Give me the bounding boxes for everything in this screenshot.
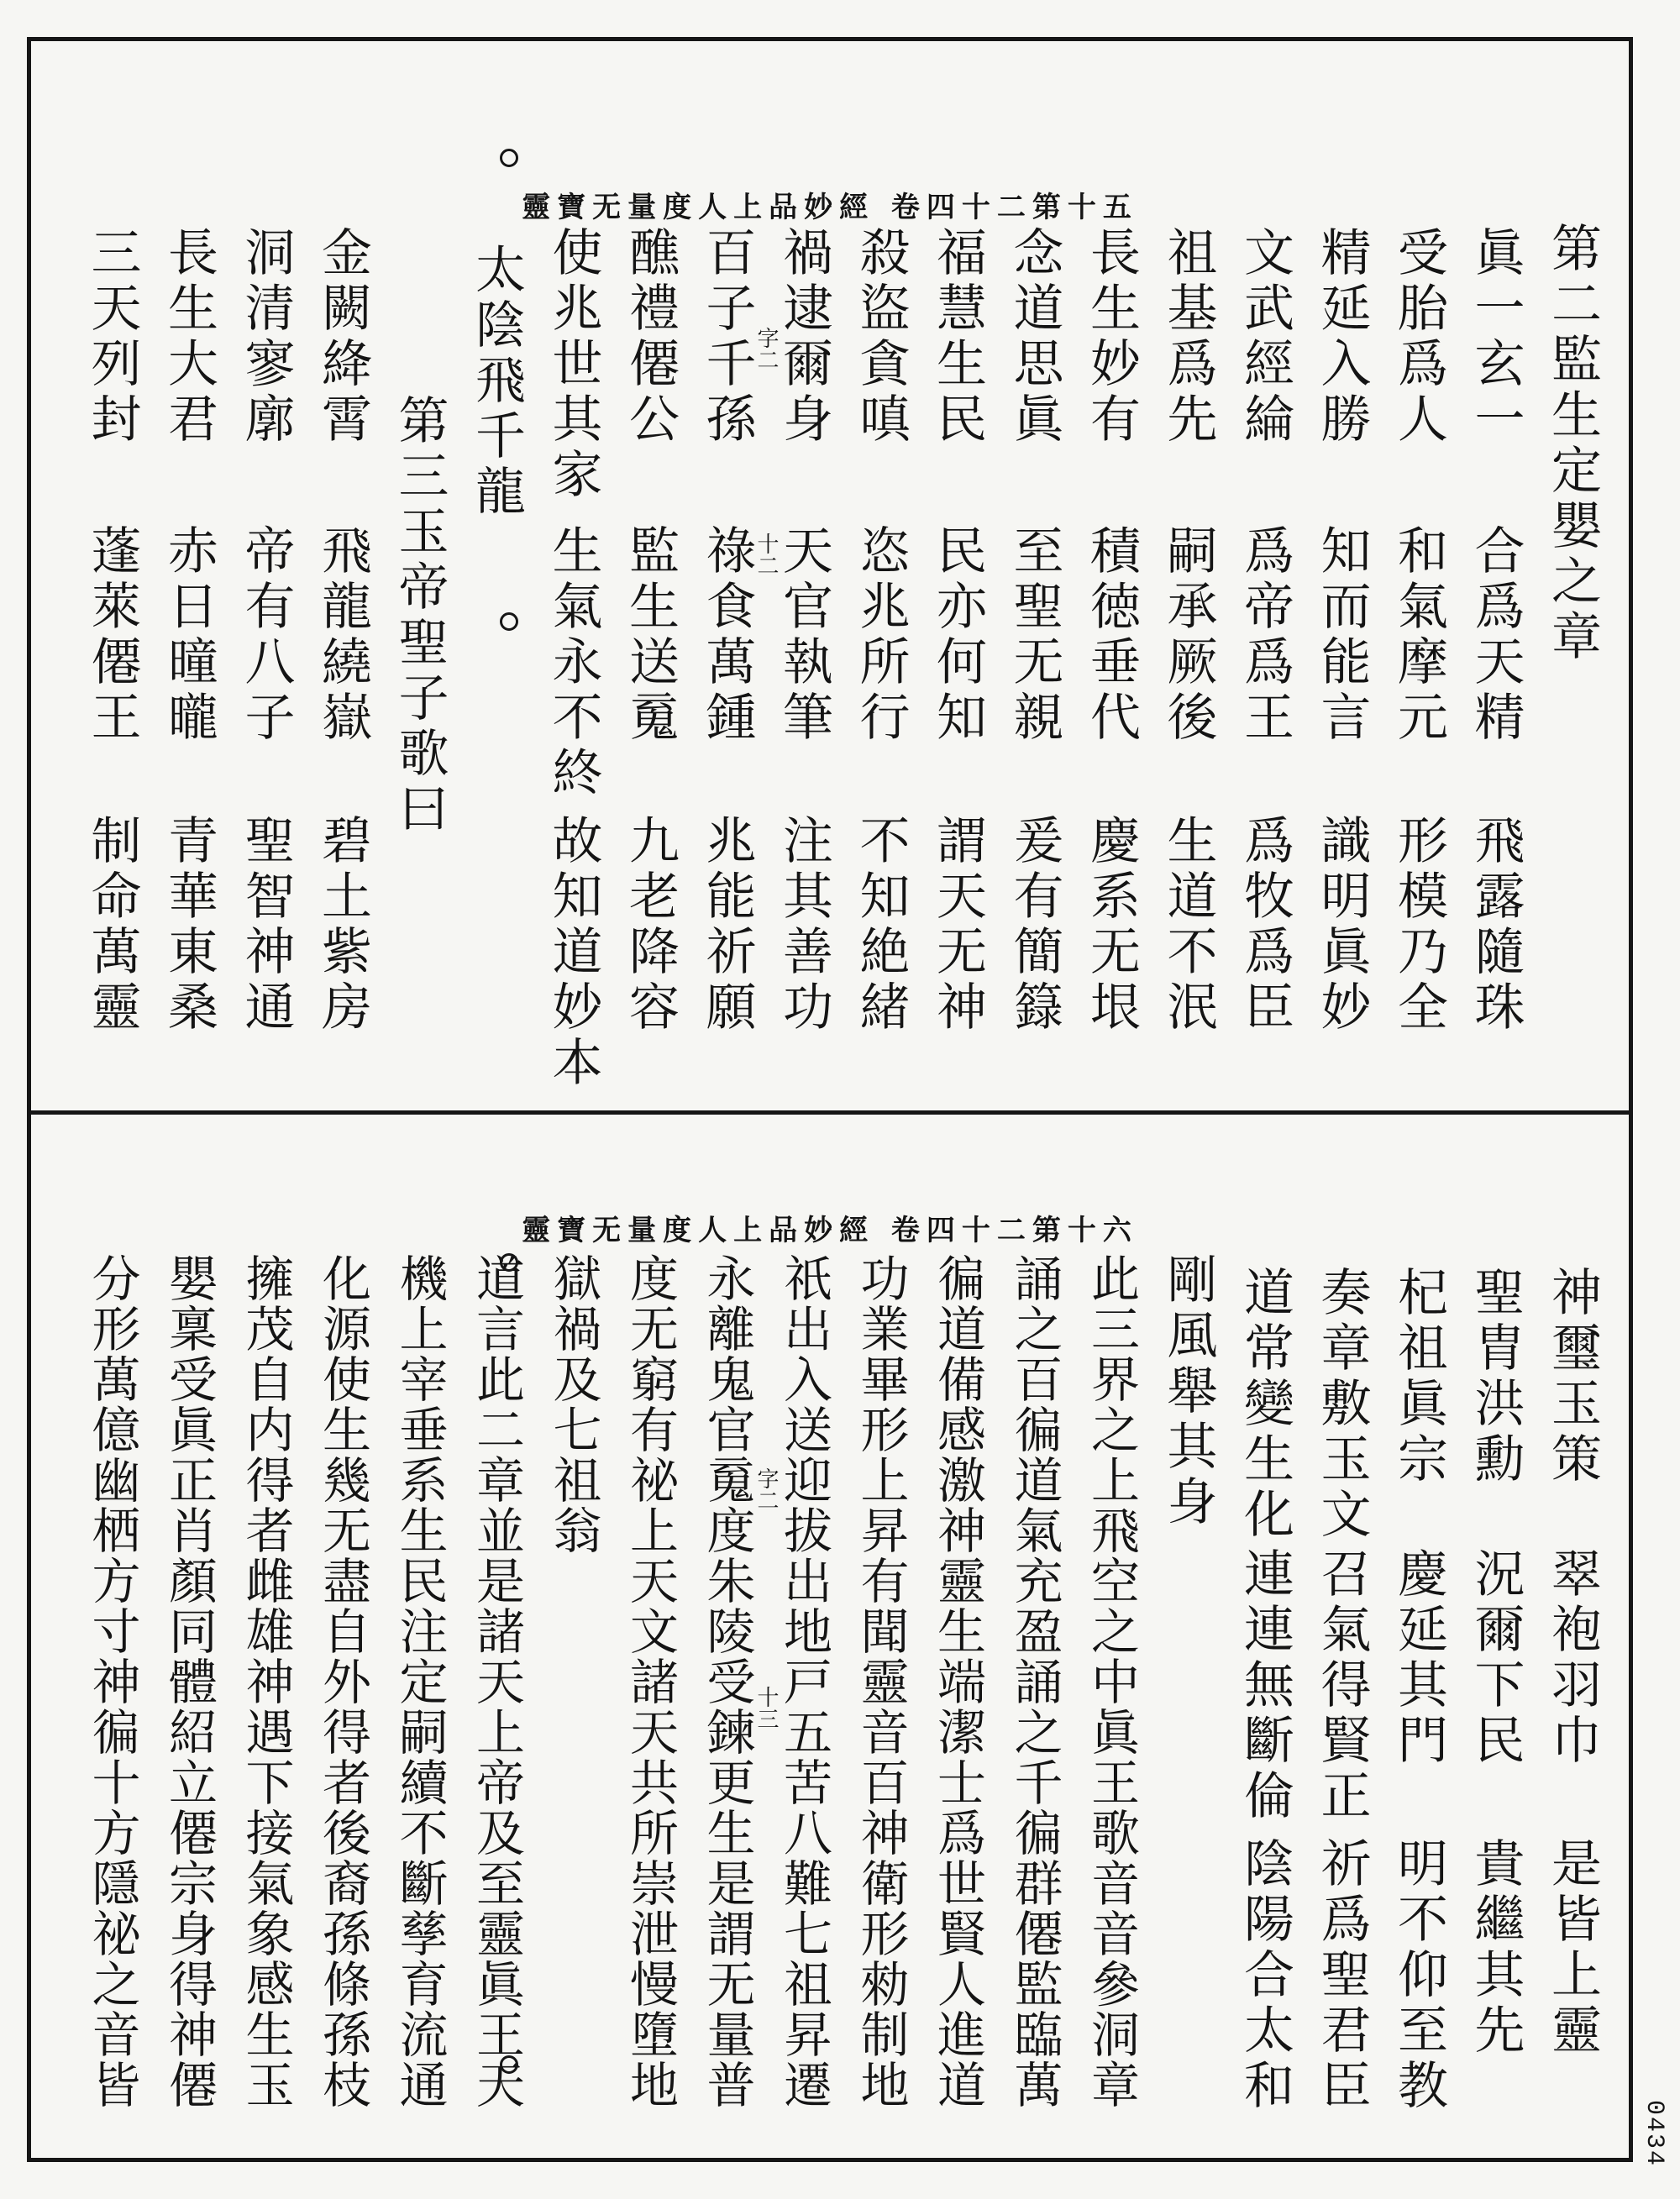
text-segment: 殺盜貪嗔 <box>851 226 911 448</box>
page-number: 0434 <box>1640 2099 1668 2167</box>
text-segment: 召氣得賢正 <box>1312 1547 1372 1824</box>
text-segment: 長生妙有 <box>1082 226 1141 448</box>
text-segment: 赤日曈曨 <box>160 524 218 746</box>
text-segment: 合爲天精 <box>1466 524 1525 746</box>
circle-mark <box>500 2055 518 2074</box>
text-segment: 碧土紫房 <box>313 814 372 1036</box>
text-segment: 聖智神通 <box>236 814 296 1036</box>
text-segment: 神璽玉策 <box>1543 1266 1602 1488</box>
text-segment: 帝有八子 <box>236 524 296 746</box>
text-segment: 民亦何知 <box>928 524 987 746</box>
text-segment: 剛風舉其身 <box>1158 1253 1218 1530</box>
text-segment: 爲帝爲王 <box>1236 524 1294 746</box>
text-segment: 注其善功 <box>774 814 833 1036</box>
text-segment: 是皆上靈 <box>1543 1837 1602 2059</box>
text-segment: 九老降容 <box>621 814 680 1036</box>
text-segment: 聖胄洪勳 <box>1466 1266 1525 1488</box>
text-segment: 祈爲聖君臣 <box>1312 1837 1372 2114</box>
text-segment: 第二監生定嬰之章 <box>1543 222 1602 665</box>
circle-mark <box>500 149 518 167</box>
running-head-top: 靈寶无量度人上品妙經 卷四十二第十五 <box>522 191 1138 224</box>
text-segment: 識明眞妙 <box>1312 814 1372 1036</box>
text-segment: 明不仰至教 <box>1389 1837 1448 2114</box>
text-columns-bottom <box>31 1115 1629 2158</box>
text-segment: 禍逮爾身 <box>774 226 833 448</box>
text-segment: 杞祖眞宗 <box>1389 1266 1448 1488</box>
text-segment: 受胎爲人 <box>1389 226 1448 448</box>
text-segment: 誦之百徧道氣充盈誦之千徧群僊監臨萬 <box>1005 1253 1063 2110</box>
text-segment: 和氣摩元 <box>1389 524 1448 746</box>
text-segment: 恣兆所行 <box>851 524 911 746</box>
text-segment: 形模乃全 <box>1389 814 1448 1036</box>
text-segment: 奏章敷玉文 <box>1312 1266 1372 1543</box>
text-segment: 此三界之上飛空之中眞王歌音音參洞章 <box>1083 1253 1140 2110</box>
text-segment: 飛露隨珠 <box>1466 814 1525 1036</box>
text-segment: 功業畢形上昇有聞靈音百神衛形勑制地 <box>852 1253 910 2110</box>
text-segment: 蓬萊僊王 <box>82 524 142 746</box>
text-segment: 生氣永不終 <box>543 524 603 801</box>
text-segment: 知而能言 <box>1312 524 1372 746</box>
text-segment: 爲牧爲臣 <box>1236 814 1294 1036</box>
text-segment: 度无窮有祕上天文諸天共所崇泄慢墮地 <box>622 1253 679 2110</box>
text-segment: 使兆世其家 <box>543 226 603 503</box>
text-segment: 長生大君 <box>160 226 218 448</box>
text-segment: 祇出入送迎拔出地戸五苦八難七祖昇遷 <box>775 1253 832 2110</box>
text-segment: 祿食萬鍾 <box>697 524 757 746</box>
text-segment: 飛龍繞嶽 <box>313 524 372 746</box>
note-char-count: 字二 <box>753 327 779 370</box>
text-segment: 兆能祈願 <box>697 814 757 1036</box>
text-segment: 太陰飛千龍 <box>467 243 526 520</box>
text-segment: 翠袍羽巾 <box>1543 1547 1602 1769</box>
bottom-half <box>31 1115 1629 2158</box>
text-segment: 念道思眞 <box>1005 226 1064 448</box>
text-segment: 眞一玄一 <box>1466 226 1525 448</box>
text-segment: 監生送䰟 <box>621 524 680 746</box>
text-segment: 慶延其門 <box>1389 1547 1448 1769</box>
text-segment: 金闕絳霄 <box>313 226 372 448</box>
text-segment: 連連無斷倫 <box>1236 1547 1294 1824</box>
text-segment: 文武經綸 <box>1236 226 1294 448</box>
text-segment: 永離鬼官䰟度朱陵受鍊更生是謂无量普 <box>698 1253 756 2110</box>
text-segment: 天官執筆 <box>774 524 833 746</box>
text-segment: 故知道妙本 <box>543 814 603 1091</box>
note-line-count: 十二 <box>753 533 779 576</box>
text-segment: 嬰稟受眞正肖顏同體紹立僊宗身得神僊 <box>160 1253 218 2110</box>
text-segment: 福慧生民 <box>928 226 987 448</box>
text-segment: 積徳垂代 <box>1082 524 1141 746</box>
text-segment: 制命萬靈 <box>82 814 142 1036</box>
text-segment: 第三玉帝聖子歌曰 <box>390 394 449 837</box>
text-segment: 精延入勝 <box>1312 226 1372 448</box>
text-segment: 不知絶緒 <box>851 814 911 1036</box>
circle-mark <box>500 1253 518 1272</box>
text-segment: 獄禍及七祖翁 <box>544 1253 602 1556</box>
text-segment: 三天列封 <box>82 226 142 448</box>
text-segment: 慶系无垠 <box>1082 814 1141 1036</box>
note-line-count: 十三 <box>753 1686 779 1729</box>
running-head-bottom: 靈寶无量度人上品妙經 卷四十二第十六 <box>522 1214 1138 1247</box>
text-segment: 道常變生化 <box>1236 1266 1294 1543</box>
text-columns-top <box>31 41 1629 1110</box>
text-segment: 生道不泯 <box>1158 814 1218 1036</box>
circle-mark <box>500 612 518 631</box>
text-segment: 化源使生幾无盡自外得者後裔孫條孫枝 <box>314 1253 371 2110</box>
text-segment: 陰陽合太和 <box>1236 1837 1294 2114</box>
text-segment: 醮禮僊公 <box>621 226 680 448</box>
text-segment: 擁茂自内得者雌雄神遇下接氣象感生玉 <box>237 1253 295 2110</box>
text-segment: 謂天无神 <box>928 814 987 1036</box>
text-segment: 爰有簡籙 <box>1005 814 1064 1036</box>
note-char-count: 字二 <box>753 1467 779 1511</box>
text-segment: 青華東桑 <box>160 814 218 1036</box>
text-segment: 百子千孫 <box>697 226 757 448</box>
text-segment: 徧道備感激神靈生端潔士爲世賢人進道 <box>929 1253 986 2110</box>
text-segment: 況爾下民 <box>1466 1547 1525 1769</box>
text-segment: 道言此二章並是諸天上帝及至靈眞王天 <box>468 1253 525 2110</box>
text-segment: 祖基爲先 <box>1158 226 1218 448</box>
text-segment: 貴繼其先 <box>1466 1837 1525 2059</box>
text-segment: 至聖无親 <box>1005 524 1064 746</box>
text-segment: 嗣承厥後 <box>1158 524 1218 746</box>
text-segment: 機上宰垂系生民注定嗣續不斷孳育流通 <box>391 1253 449 2110</box>
text-segment: 分形萬億幽栖方寸神徧十方隱祕之音皆 <box>83 1253 141 2110</box>
text-segment: 洞清寥廓 <box>236 226 296 448</box>
top-half <box>31 41 1629 1110</box>
